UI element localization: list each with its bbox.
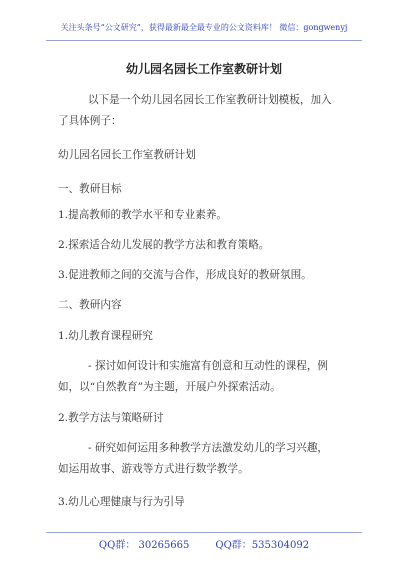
content-heading-3: 3.幼儿心理健康与行为引导 [58, 496, 185, 508]
footer-divider [46, 532, 362, 533]
content-1-line-2: 如，以“自然教育”为主题，开展户外探索活动。 [58, 381, 281, 393]
goal-item-3: 3.促进教师之间的交流与合作，形成良好的教研氛围。 [58, 269, 312, 281]
footer-contacts [0, 536, 408, 551]
content-heading-2: 2.教学方法与策略研讨 [58, 412, 164, 424]
header-banner: 关注头条号“公文研究”，获得最新最全最专业的公文资料库！ 微信：gongwenyj [60, 23, 348, 32]
goal-item-1: 1.提高教师的教学水平和专业素养。 [58, 209, 228, 221]
plan-subtitle: 幼儿园名园长工作室教研计划 [58, 149, 196, 161]
header-divider [46, 40, 362, 41]
goal-item-2: 2.探索适合幼儿发展的教学方法和教育策略。 [58, 239, 270, 251]
content-2-line-2: 如运用故事、游戏等方式进行数学教学。 [58, 463, 249, 475]
footer-qq-group-1: QQ群： 30265665 [98, 540, 190, 551]
footer-qq-group-2: QQ群：535304092 [215, 540, 310, 551]
content-heading-1: 1.幼儿教育课程研究 [58, 330, 153, 342]
intro-line-1: 以下是一个幼儿园名园长工作室教研计划模板，加入 [88, 94, 332, 106]
content-1-line-1: - 探讨如何设计和实施富有创意和互动性的课程，例 [88, 360, 329, 372]
section-heading-content: 二、教研内容 [58, 299, 122, 311]
document-title: 幼儿园名园长工作室教研计划 [125, 62, 282, 76]
content-2-line-1: - 研究如何运用多种教学方法激发幼儿的学习兴趣， [88, 442, 329, 454]
section-heading-goals: 一、教研目标 [58, 183, 122, 195]
intro-line-2: 了具体例子： [58, 115, 122, 127]
